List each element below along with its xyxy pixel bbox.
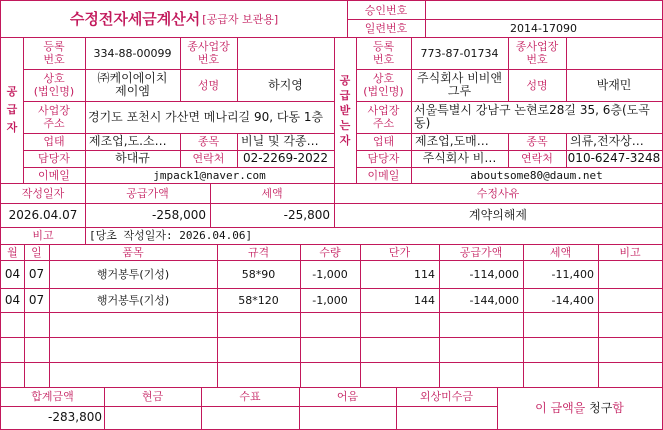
total-label: 합계금액 bbox=[31, 390, 74, 403]
grid-line bbox=[411, 37, 412, 183]
item-month: 04 bbox=[4, 292, 21, 307]
buyer-ceo-label: 성명 bbox=[526, 78, 548, 92]
grid-line bbox=[210, 183, 211, 227]
grid-line bbox=[23, 37, 24, 183]
grid-line bbox=[497, 387, 498, 429]
summary-date: 2026.04.07 bbox=[8, 207, 78, 222]
grid-line bbox=[1, 362, 662, 363]
supplier-branch-label: 종사업장 번호 bbox=[187, 40, 230, 66]
grid-line bbox=[300, 244, 301, 387]
supplier-reg-no: 334-88-00099 bbox=[93, 46, 172, 60]
cash-amount bbox=[104, 406, 201, 429]
grid-line bbox=[1, 387, 662, 388]
buyer-biz: 제조업,도매… bbox=[415, 134, 489, 148]
supplier-side-label bbox=[1, 37, 23, 183]
item-spec: 58*120 bbox=[238, 293, 279, 307]
buyer-manager-label: 담당자 bbox=[367, 152, 400, 165]
approval-number-label: 승인번호 bbox=[364, 3, 408, 17]
note-label: 비고 bbox=[32, 229, 54, 242]
summary-date-label: 작성일자 bbox=[21, 186, 65, 200]
grid-line bbox=[1, 183, 662, 184]
buyer-side-char: 는 bbox=[339, 118, 351, 132]
item-qty: -1,000 bbox=[312, 293, 348, 307]
grid-line bbox=[24, 244, 25, 387]
grid-line bbox=[396, 387, 397, 429]
items-header-day: 일 bbox=[31, 245, 42, 259]
grid-line bbox=[439, 244, 440, 387]
supplier-branch-no bbox=[237, 37, 334, 69]
supplier-side-char: 급 bbox=[6, 103, 18, 116]
supplier-addr-label: 사업장 주소 bbox=[38, 104, 70, 130]
item-price: 114 bbox=[414, 267, 435, 281]
item-spec: 58*90 bbox=[241, 267, 276, 281]
grid-line bbox=[356, 150, 662, 151]
grid-line bbox=[299, 387, 300, 429]
supplier-side-char: 공 bbox=[6, 85, 18, 98]
buyer-side-char: 자 bbox=[339, 133, 351, 147]
cash-label: 현금 bbox=[141, 390, 164, 403]
buyer-reg-no: 773-87-01734 bbox=[420, 46, 499, 60]
grid-line bbox=[1, 37, 662, 38]
buyer-item: 의류,전자상… bbox=[570, 134, 644, 148]
item-name: 행거봉투(기성) bbox=[96, 293, 170, 307]
grid-line bbox=[1, 406, 497, 407]
grid-line bbox=[356, 101, 662, 102]
buyer-branch-label: 종사업장 번호 bbox=[515, 40, 559, 66]
grid-line bbox=[347, 19, 662, 20]
item-tax: -14,400 bbox=[551, 293, 594, 307]
grid-line bbox=[1, 288, 662, 289]
items-header-price: 단가 bbox=[388, 245, 411, 259]
grid-line bbox=[1, 227, 662, 228]
grid-line bbox=[23, 101, 334, 102]
serial-number-label: 일련번호 bbox=[364, 21, 408, 35]
buyer-biz-label: 업태 bbox=[372, 135, 395, 148]
grid-line bbox=[356, 133, 662, 134]
supplier-name-label: 상호 (법인명) bbox=[33, 72, 75, 98]
grid-line bbox=[23, 69, 334, 70]
item-day: 07 bbox=[28, 266, 45, 281]
grid-line bbox=[85, 183, 86, 244]
items-header-name: 품목 bbox=[122, 245, 144, 259]
credit-label: 외상미수금 bbox=[419, 390, 474, 403]
summary-supply: -258,000 bbox=[152, 207, 206, 222]
bill-amount bbox=[299, 406, 396, 429]
grid-line bbox=[49, 244, 50, 387]
supplier-manager: 하대규 bbox=[115, 151, 150, 165]
supplier-biz: 제조업,도.소… bbox=[89, 134, 167, 148]
grid-line bbox=[356, 37, 357, 183]
buyer-side-char: 받 bbox=[339, 103, 351, 117]
supplier-email-label: 이메일 bbox=[38, 168, 70, 182]
item-note bbox=[598, 288, 662, 312]
check-label: 수표 bbox=[239, 390, 261, 403]
claim-prefix: 이 금액을 bbox=[535, 400, 586, 415]
grid-line bbox=[1, 203, 662, 204]
items-header-spec: 규격 bbox=[247, 245, 270, 259]
items-header-supply: 공급가액 bbox=[459, 245, 503, 259]
claim-suffix: 함 bbox=[612, 400, 624, 415]
buyer-side-char: 급 bbox=[339, 88, 351, 102]
grid-line bbox=[1, 312, 662, 313]
buyer-phone-label: 연락처 bbox=[521, 152, 553, 165]
buyer-reg-label: 등록 번호 bbox=[372, 40, 395, 66]
supplier-ceo: 하지영 bbox=[268, 77, 303, 92]
item-supply: -114,000 bbox=[469, 267, 519, 281]
buyer-manager: 주식회사 비… bbox=[422, 151, 497, 165]
grid-line bbox=[356, 69, 662, 70]
buyer-side-label bbox=[334, 37, 356, 183]
supplier-item-label: 종목 bbox=[197, 135, 220, 148]
grid-line bbox=[104, 387, 105, 429]
summary-supply-label: 공급가액 bbox=[126, 186, 169, 200]
grid-line bbox=[217, 244, 218, 387]
grid-line bbox=[360, 244, 361, 387]
items-header-tax: 세액 bbox=[549, 245, 572, 259]
buyer-branch-no bbox=[566, 37, 662, 69]
buyer-name-label: 상호 (법인명) bbox=[363, 72, 404, 98]
check-amount bbox=[201, 406, 299, 429]
item-name: 행거봉투(기성) bbox=[96, 267, 170, 281]
grid-line bbox=[523, 244, 524, 387]
invoice-title bbox=[1, 1, 347, 37]
buyer-side-char: 공 bbox=[339, 73, 351, 87]
items-header-note: 비고 bbox=[619, 245, 641, 259]
summary-reason: 계약의해제 bbox=[469, 207, 527, 222]
items-header-month: 월 bbox=[7, 245, 18, 259]
summary-reason-label: 수정사유 bbox=[476, 186, 520, 200]
bill-label: 어음 bbox=[336, 390, 359, 403]
supplier-ceo-label: 성명 bbox=[197, 78, 220, 92]
item-month: 04 bbox=[4, 266, 21, 281]
supplier-name: ㈜케이에이치제이엠 bbox=[97, 71, 168, 98]
grid-line bbox=[85, 37, 86, 183]
supplier-manager-label: 담당자 bbox=[38, 152, 70, 165]
grid-line bbox=[1, 260, 662, 261]
total-amount: -283,800 bbox=[48, 410, 102, 424]
grid-line bbox=[23, 133, 334, 134]
buyer-item-label: 종목 bbox=[526, 135, 548, 148]
supplier-phone: 02-2269-2022 bbox=[242, 151, 328, 165]
grid-line bbox=[201, 387, 202, 429]
buyer-addr: 서울특별시 강남구 논현로28길 35, 6층(도곡동) bbox=[414, 103, 650, 130]
item-tax: -11,400 bbox=[551, 267, 594, 281]
supplier-email: jmpack1@naver.com bbox=[153, 168, 266, 182]
grid-line bbox=[598, 244, 599, 387]
grid-line bbox=[334, 37, 335, 227]
item-price: 144 bbox=[414, 293, 435, 307]
supplier-addr: 경기도 포천시 가산면 메나리길 90, 다동 1층 bbox=[88, 109, 324, 124]
grid-line bbox=[1, 337, 662, 338]
grid-line bbox=[356, 167, 662, 168]
buyer-email: aboutsome80@daum.net bbox=[470, 168, 603, 182]
buyer-phone: 010-6247-3248 bbox=[567, 151, 661, 165]
approval-number-value bbox=[425, 1, 662, 19]
credit-amount bbox=[396, 406, 497, 429]
buyer-name: 주식회사 비비앤그루 bbox=[417, 71, 502, 98]
title-text: 수정전자세금계산서 bbox=[69, 9, 201, 28]
item-qty: -1,000 bbox=[312, 267, 348, 281]
summary-tax: -25,800 bbox=[283, 207, 330, 222]
summary-tax-label: 세액 bbox=[261, 186, 283, 200]
buyer-addr-label: 사업장 주소 bbox=[367, 104, 400, 130]
grid-line bbox=[1, 244, 662, 245]
grid-line bbox=[23, 150, 334, 151]
supplier-reg-label: 등록 번호 bbox=[43, 40, 65, 66]
item-day: 07 bbox=[28, 292, 45, 307]
buyer-ceo: 박재민 bbox=[596, 77, 632, 92]
item-supply: -144,000 bbox=[469, 293, 519, 307]
supplier-item: 비닐 및 각종… bbox=[241, 134, 319, 148]
grid-line bbox=[23, 167, 334, 168]
subtitle-text: [공급자 보관용] bbox=[202, 12, 279, 26]
supplier-phone-label: 연락처 bbox=[192, 152, 225, 165]
supplier-biz-label: 업태 bbox=[43, 135, 65, 148]
claim-statement bbox=[497, 387, 662, 429]
note-value: [당초 작성일자: 2026.04.06] bbox=[89, 229, 253, 242]
supplier-side-char: 자 bbox=[6, 121, 18, 134]
buyer-email-label: 이메일 bbox=[367, 168, 400, 182]
item-note bbox=[598, 260, 662, 288]
items-header-qty: 수량 bbox=[319, 245, 341, 259]
claim-word: 청구 bbox=[589, 400, 613, 415]
serial-number-value: 2014-17090 bbox=[510, 21, 577, 35]
